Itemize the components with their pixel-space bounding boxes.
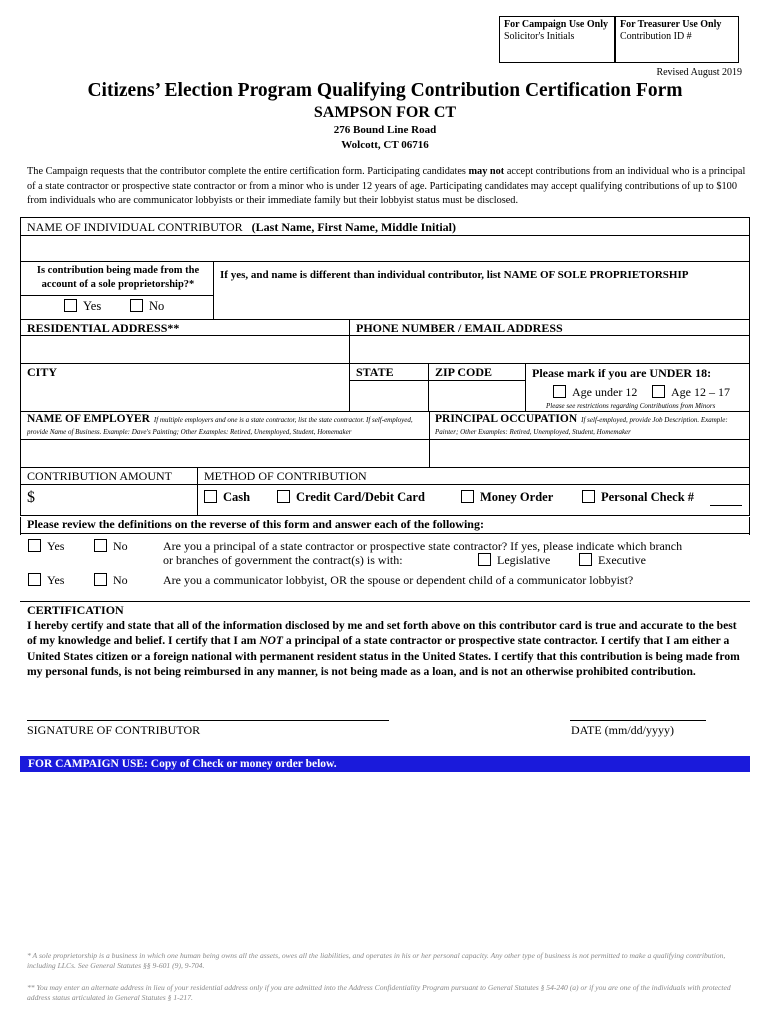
- signature-line[interactable]: [27, 720, 389, 721]
- q1-no-label: No: [113, 539, 128, 553]
- occupation-hint: If self-employed, provide Job Description. Example: Painter; Other Examples: Retired, Unemployed, Student, Homemaker: [435, 416, 728, 436]
- method-money-order-label: Money Order: [480, 490, 554, 504]
- name-hint: (Last Name, First Name, Middle Initial): [251, 220, 456, 234]
- occupation-label: PRINCIPAL OCCUPATION: [435, 413, 578, 425]
- checkbox-icon[interactable]: [277, 490, 290, 503]
- question-state-contractor: Are you a principal of a state contractor or prospective state contractor? If yes, please indicate which branch or branches of government the contract(s) is with:: [163, 539, 683, 567]
- checkbox-icon[interactable]: [130, 299, 143, 312]
- city-input[interactable]: [21, 380, 348, 411]
- intro-paragraph: [27, 165, 747, 209]
- date-line[interactable]: [570, 720, 706, 721]
- name-label: NAME OF INDIVIDUAL CONTRIBUTOR: [27, 220, 243, 234]
- checkbox-icon[interactable]: [652, 385, 665, 398]
- employer-input[interactable]: [21, 440, 428, 467]
- checkbox-icon[interactable]: [582, 490, 595, 503]
- campaign-use-banner-text: FOR CAMPAIGN USE: Copy of Check or money order below.: [28, 758, 337, 770]
- branch-executive-label: Executive: [598, 553, 646, 567]
- residential-label: RESIDENTIAL ADDRESS**: [27, 321, 180, 335]
- q1-no[interactable]: [94, 539, 128, 554]
- footnote-sole-prop: * A sole proprietorship is a business in which one human being owns all the assets, owes all the liabilities, and operates in his or her personal capacity. Any other type of business is not permitted to make a qualifying contribution, including LLCs. See General Statutes §§ 9-601 (9), 9-704.: [27, 951, 726, 970]
- checkbox-icon[interactable]: [94, 573, 107, 586]
- certification-header: CERTIFICATION: [27, 603, 124, 617]
- name-field-label: [27, 220, 456, 235]
- treasurer-use-title: For Treasurer Use Only: [620, 19, 722, 30]
- campaign-use-title: For Campaign Use Only: [504, 19, 608, 30]
- age-12-17[interactable]: [652, 385, 730, 400]
- intro-part2: accept contributions from an individual who is a principal of a state contractor or prospective state contractor or from a minor who is under 12 years of age. Participating candidates may accept qualifying contributions of up to $100 from individuals who are communicator lobbyists or their immediate family but their lobbyist status must be disclosed.: [27, 166, 746, 206]
- sole-prop-instruction: If yes, and name is different than individual contributor, list NAME OF SOLE PROPRIETORSHIP: [220, 269, 689, 281]
- minors-note: Please see restrictions regarding Contributions from Minors: [546, 402, 716, 410]
- q1-yes[interactable]: [28, 539, 64, 554]
- checkbox-icon[interactable]: [28, 539, 41, 552]
- q2-no-label: No: [113, 573, 128, 587]
- certification-not: NOT: [259, 634, 284, 648]
- zip-input[interactable]: [429, 381, 524, 411]
- branch-executive[interactable]: [579, 553, 646, 568]
- certification-text-b: a principal of a state contractor or prospective state contractor. I certify that I am either a United States citizen or a foreign national with permanent resident status in the United States. I certify that this contribution is being made from my personal funds, is not being reimbursed in any manner, is not being made as a loan, and is not an otherwise prohibited contribution.: [27, 634, 740, 679]
- method-check-label: Personal Check #: [601, 490, 695, 504]
- sole-prop-yes-label: Yes: [83, 299, 102, 313]
- campaign-address-line2: Wolcott, CT 06716: [341, 139, 429, 151]
- employer-hint: If multiple employers and one is a state contractor, list the state contractor. If self-employed, provide Name of Business. Example: Dave's Painting; Other Examples: Retired, Unemployed, Student, Homemaker: [27, 416, 413, 436]
- q2-no[interactable]: [94, 573, 128, 588]
- age-12-17-label: Age 12 – 17: [671, 385, 730, 399]
- review-header: Please review the definitions on the reverse of this form and answer each of the following:: [27, 517, 484, 531]
- method-card[interactable]: [277, 490, 425, 505]
- checkbox-icon[interactable]: [64, 299, 77, 312]
- age-under-12-label: Age under 12: [572, 385, 638, 399]
- occupation-label-block: [435, 413, 745, 437]
- state-input[interactable]: [350, 381, 427, 411]
- checkbox-icon[interactable]: [204, 490, 217, 503]
- check-number-line[interactable]: [710, 505, 742, 506]
- method-card-label: Credit Card/Debit Card: [296, 490, 425, 504]
- age-under-12[interactable]: [553, 385, 637, 400]
- campaign-use-banner: [20, 756, 750, 772]
- amount-label: CONTRIBUTION AMOUNT: [27, 469, 172, 483]
- footnote-address: ** You may enter an alternate address in lieu of your residential address only if you are admitted into the Address Confidentiality Program pursuant to General Statutes § 54-240 (a) or if you are one of the individuals with protected address status articulated in General Statutes § 1-217.: [27, 983, 731, 1002]
- signature-label: SIGNATURE OF CONTRIBUTOR: [27, 723, 201, 737]
- method-cash-label: Cash: [223, 490, 251, 504]
- check-copy-area: [20, 772, 750, 942]
- treasurer-use-box[interactable]: [615, 16, 739, 63]
- branch-legislative-label: Legislative: [497, 553, 551, 567]
- q1-yes-label: Yes: [47, 539, 65, 553]
- q2-yes-label: Yes: [47, 573, 65, 587]
- sole-prop-yes[interactable]: [64, 299, 101, 314]
- checkbox-icon[interactable]: [461, 490, 474, 503]
- intro-emphasis: may not: [468, 166, 505, 177]
- contribution-id-label: Contribution ID #: [620, 31, 692, 42]
- phone-label: PHONE NUMBER / EMAIL ADDRESS: [356, 321, 563, 335]
- method-label: METHOD OF CONTRIBUTION: [204, 469, 367, 483]
- campaign-use-box[interactable]: [499, 16, 615, 63]
- solicitor-initials-label: Solicitor's Initials: [504, 31, 575, 42]
- amount-input[interactable]: [40, 485, 196, 515]
- sole-prop-no-label: No: [149, 299, 165, 313]
- city-label: CITY: [27, 365, 58, 379]
- phone-email-input[interactable]: [350, 336, 749, 363]
- sole-prop-no[interactable]: [130, 299, 164, 314]
- checkbox-icon[interactable]: [553, 385, 566, 398]
- method-check[interactable]: [582, 490, 694, 505]
- dollar-sign: $: [27, 489, 35, 506]
- checkbox-icon[interactable]: [579, 553, 592, 566]
- intro-part1: The Campaign requests that the contributor complete the entire certification form. Participating candidates: [27, 166, 469, 177]
- occupation-input[interactable]: [430, 440, 749, 467]
- under18-label: Please mark if you are UNDER 18:: [532, 366, 712, 380]
- certification-text-a: I hereby certify and state that all of the information disclosed by me and set forth above on this contributor card is true and accurate to the best of my knowledge and belief. I certify that I am: [27, 619, 737, 648]
- campaign-name: SAMPSON FOR CT: [313, 104, 457, 121]
- form-title: Citizens’ Election Program Qualifying Contribution Certification Form: [87, 80, 683, 101]
- sole-prop-name-input[interactable]: [214, 285, 749, 319]
- date-label: DATE (mm/dd/yyyy): [571, 723, 674, 737]
- employer-label: NAME OF EMPLOYER: [27, 413, 150, 425]
- checkbox-icon[interactable]: [28, 573, 41, 586]
- branch-legislative[interactable]: [478, 553, 550, 568]
- question-lobbyist: Are you a communicator lobbyist, OR the spouse or dependent child of a communicator lobbyist?: [163, 573, 634, 587]
- name-input[interactable]: [21, 235, 749, 261]
- residential-address-input[interactable]: [21, 336, 348, 363]
- certification-text: [27, 618, 745, 680]
- sole-prop-question: Is contribution being made from the account of a sole proprietorship?*: [36, 265, 200, 290]
- checkbox-icon[interactable]: [94, 539, 107, 552]
- checkbox-icon[interactable]: [478, 553, 491, 566]
- method-money-order[interactable]: [461, 490, 553, 505]
- q2-yes[interactable]: [28, 573, 64, 588]
- campaign-address-line1: 276 Bound Line Road: [333, 124, 437, 136]
- revised-date: Revised August 2019: [656, 67, 742, 78]
- zip-label: ZIP CODE: [435, 365, 493, 379]
- method-cash[interactable]: [204, 490, 250, 505]
- state-label: STATE: [356, 365, 394, 379]
- employer-label-block: [27, 413, 423, 437]
